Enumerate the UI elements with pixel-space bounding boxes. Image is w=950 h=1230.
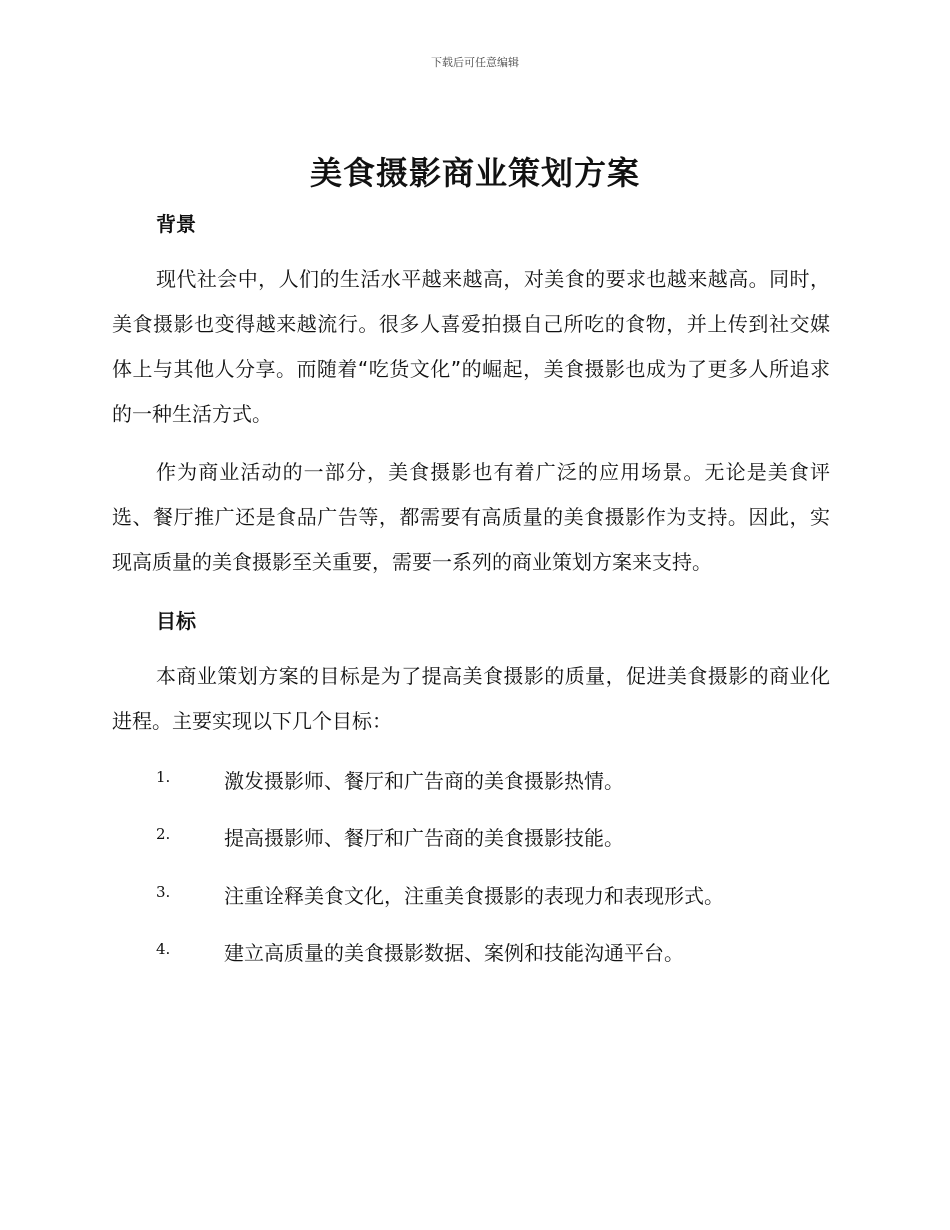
page-header-note: 下载后可任意编辑 xyxy=(431,56,519,69)
list-item-number: 1. xyxy=(156,768,171,786)
list-item-text: 注重诠释美食文化，注重美食摄影的表现力和表现形式。 xyxy=(224,884,724,908)
paragraph: 现代社会中，人们的生活水平越来越高，对美食的要求也越来越高。同时，美食摄影也变得越来越流行。很多人喜爱拍摄自己所吃的食物，并上传到社交媒体上与其他人分享。而随着“吃货文化”的崛起，美食摄影也成为了更多人所追求的一种生活方式。 xyxy=(112,267,830,426)
list-item-text: 建立高质量的美食摄影数据、案例和技能沟通平台。 xyxy=(224,941,684,965)
document-title: 美食摄影商业策划方案 xyxy=(309,154,640,192)
paragraph: 作为商业活动的一部分，美食摄影也有着广泛的应用场景。无论是美食评选、餐厅推广还是食品广告等，都需要有高质量的美食摄影作为支持。因此，实现高质量的美食摄影至关重要，需要一系列的商业策划方案来支持。 xyxy=(112,460,830,574)
paragraph: 本商业策划方案的目标是为了提高美食摄影的质量，促进美食摄影的商业化进程。主要实现以下几个目标： xyxy=(112,664,830,733)
list-item-number: 4. xyxy=(156,940,171,958)
section-heading-goals: 目标 xyxy=(156,609,196,633)
list-item-number: 2. xyxy=(156,825,171,843)
list-item-text: 提高摄影师、餐厅和广告商的美食摄影技能。 xyxy=(224,826,624,850)
list-item-number: 3. xyxy=(156,883,171,901)
list-item xyxy=(156,880,836,910)
section-heading-background: 背景 xyxy=(156,212,196,236)
list-item xyxy=(156,937,836,967)
list-item-text: 激发摄影师、餐厅和广告商的美食摄影热情。 xyxy=(224,769,624,793)
list-item xyxy=(156,765,836,795)
list-item xyxy=(156,822,836,852)
